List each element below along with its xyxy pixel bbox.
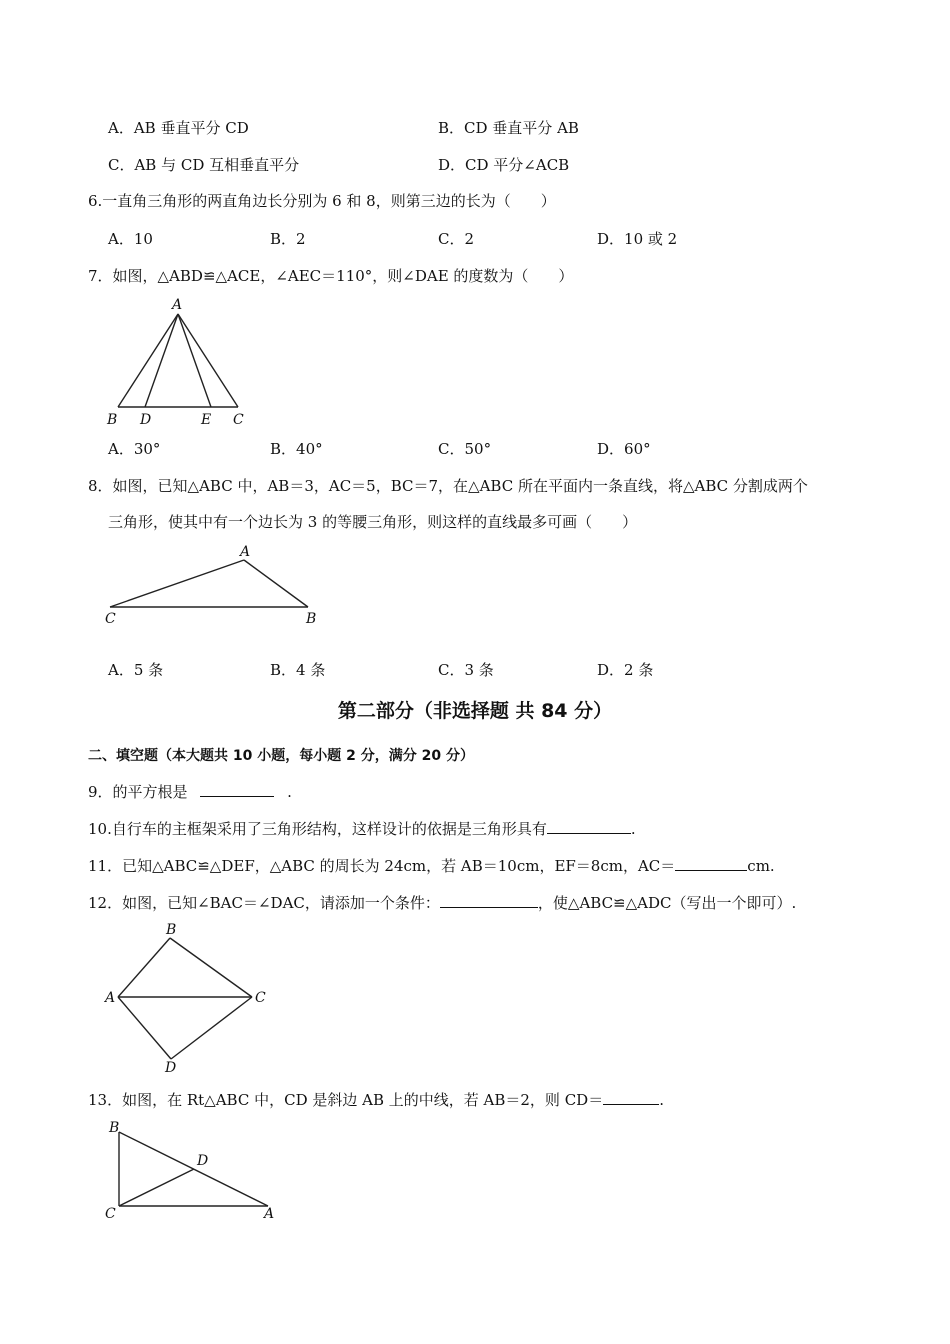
q6-stem: 6.一直角三角形的两直角边长分别为 6 和 8，则第三边的长为（ ） — [88, 192, 556, 210]
q9-text: 9．的平方根是 — [88, 783, 188, 801]
q11-answer-blank[interactable] — [675, 856, 747, 871]
q11-text: 11．已知△ABC≌△DEF，△ABC 的周长为 24cm，若 AB＝10cm，EF＝8cm，AC＝ — [88, 857, 676, 875]
q8-stem-line1: 8．如图，已知△ABC 中，AB＝3，AC＝5，BC＝7，在△ABC 所在平面内一条直线，将△ABC 分割成两个 — [88, 477, 808, 495]
q8-stem-line2: 三角形，使其中有一个边长为 3 的等腰三角形，则这样的直线最多可画（ ） — [108, 513, 638, 531]
q7-label-a: A — [172, 297, 183, 313]
q9-end: . — [287, 783, 292, 801]
q5-option-c: C．AB 与 CD 互相垂直平分 — [108, 156, 300, 174]
part2-title: 第二部分（非选择题 共 84 分） — [337, 700, 613, 722]
q7-figure — [100, 292, 260, 432]
q8-figure — [100, 540, 340, 635]
q6-option-d: D．10 或 2 — [597, 230, 678, 248]
q5-option-b: B．CD 垂直平分 AB — [438, 119, 579, 137]
q8-option-d: D．2 条 — [597, 661, 654, 679]
q8-label-a: A — [240, 544, 251, 560]
q8-option-a: A．5 条 — [108, 661, 164, 679]
q6-option-b: B．2 — [270, 230, 306, 248]
q7-label-d: D — [140, 412, 152, 428]
q8-option-c: C．3 条 — [438, 661, 494, 679]
q12-line — [88, 893, 796, 913]
q6-option-a: A．10 — [108, 230, 153, 248]
q5-option-d: D．CD 平分∠ACB — [438, 156, 570, 174]
q12-text: 12．如图，已知∠BAC＝∠DAC，请添加一个条件： — [88, 894, 440, 912]
q9-line — [88, 782, 292, 802]
q7-label-e: E — [201, 412, 212, 428]
q13-answer-blank[interactable] — [603, 1090, 659, 1105]
q12-answer-blank[interactable] — [440, 893, 538, 908]
q12-label-d: D — [165, 1060, 177, 1076]
q10-text: 10.自行车的主框架采用了三角形结构，这样设计的依据是三角形具有 — [88, 820, 547, 838]
q13-line — [88, 1090, 664, 1110]
q8-label-c: C — [105, 611, 116, 627]
q7-option-b: B．40° — [270, 440, 323, 458]
q13-label-c: C — [105, 1206, 116, 1222]
q12-label-c: C — [255, 990, 266, 1006]
q10-line — [88, 819, 636, 839]
q13-label-b: B — [109, 1120, 120, 1136]
q10-answer-blank[interactable] — [547, 819, 631, 834]
q5-option-a: A．AB 垂直平分 CD — [108, 119, 249, 137]
q6-option-c: C．2 — [438, 230, 475, 248]
q13-label-d: D — [197, 1153, 209, 1169]
q13-label-a: A — [264, 1206, 275, 1222]
q7-stem: 7．如图，△ABD≌△ACE，∠AEC＝110°，则∠DAE 的度数为（ ） — [88, 267, 574, 285]
q12-label-a: A — [105, 990, 116, 1006]
q11-end: cm. — [747, 857, 775, 875]
q7-option-c: C．50° — [438, 440, 492, 458]
q7-label-c: C — [233, 412, 244, 428]
q12-label-b: B — [166, 922, 177, 938]
q13-figure — [100, 1116, 285, 1226]
q7-option-d: D．60° — [597, 440, 651, 458]
q7-label-b: B — [107, 412, 118, 428]
q9-answer-blank[interactable] — [200, 782, 274, 797]
q12-end: ，使△ABC≌△ADC（写出一个即可）. — [537, 894, 797, 912]
q11-line — [88, 856, 775, 876]
q7-option-a: A．30° — [108, 440, 161, 458]
q13-text: 13．如图，在 Rt△ABC 中，CD 是斜边 AB 上的中线，若 AB＝2，则 CD＝ — [88, 1091, 604, 1109]
q8-option-b: B．4 条 — [270, 661, 326, 679]
part2-subtitle: 二、填空题（本大题共 10 小题，每小题 2 分，满分 20 分） — [88, 748, 474, 764]
q13-end: . — [659, 1091, 664, 1109]
q10-end: . — [630, 820, 636, 838]
q12-figure — [100, 918, 285, 1078]
q8-label-b: B — [306, 611, 317, 627]
